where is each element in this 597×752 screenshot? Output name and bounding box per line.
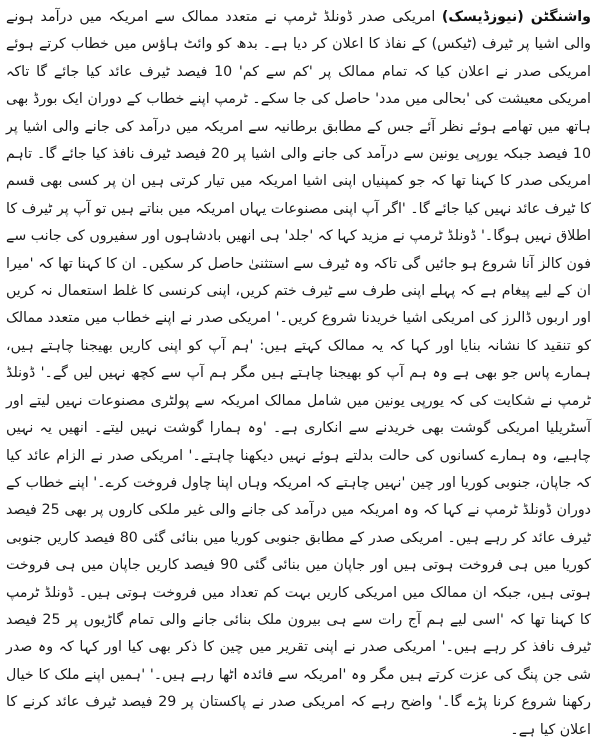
- article-text: [6, 4, 591, 744]
- article-dateline: واشنگٹن (نیوزڈیسک): [441, 9, 591, 25]
- article-body: امریکی صدر ڈونلڈ ٹرمپ نے متعدد ممالک سے امریکہ میں درآمد ہونے والی اشیا پر ٹیرف (ٹیکس) کے نفاذ کا اعلان کر دیا ہے۔ بدھ کو وائٹ ہاؤس میں خطاب کرتے ہوئے امریکی صدر نے اعلان کیا کہ تمام ممالک پر 'کم سے کم' 10 فیصد ٹیرف عائد کیا جائے گا تاکہ امریکی معیشت کی 'بحالی میں مدد' حاصل کی جا سکے۔ ٹرمپ اپنے خطاب کے دوران ایک بورڈ بھی ہاتھ میں تھامے ہوئے نظر آئے جس کے مطابق برطانیہ سے امریکہ میں درآمد کی جانے والی اشیا پر 10 فیصد جبکہ یورپی یونین سے درآمد کی جانے والی اشیا پر 20 فیصد ٹیرف نافذ کیا جائے گا۔ تاہم امریکی صدر کا کہنا تھا کہ جو کمپنیاں اپنی اشیا امریکہ میں تیار کرتی ہیں ان پر کسی بھی قسم کا ٹیرف عائد نہیں کیا جائے گا۔ 'اگر آپ اپنی مصنوعات یہاں امریکہ میں بناتے ہیں تو آپ پر ٹیرف کا اطلاق نہیں ہوگا۔' ڈونلڈ ٹرمپ نے مزید کہا کہ 'جلد' ہی انھیں بادشاہوں اور سفیروں کی جانب سے فون کالز آنا شروع ہو جائیں گی تاکہ وہ ٹیرف سے استثنیٰ حاصل کر سکیں۔ ان کا کہنا تھا کہ 'میرا ان کے لیے پیغام ہے کہ پہلے اپنی طرف سے ٹیرف ختم کریں، اپنی کرنسی کا غلط استعمال نہ کریں اور اربوں ڈالرز کی امریکی اشیا خریدنا شروع کریں۔' امریکی صدر نے اپنے خطاب میں متعدد ممالک کو تنقید کا نشانہ بنایا اور کہا کہ یہ ممالک کہتے ہیں: 'ہم آپ کو اپنی کاریں بھیجنا چاہتے ہیں، ہمارے پاس جو بھی ہے وہ ہم آپ کو بھیجنا چاہتے ہیں مگر ہم آپ سے کچھ نہیں لیں گے۔' ڈونلڈ ٹرمپ نے شکایت کی کہ یورپی یونین میں شامل ممالک امریکہ سے پولٹری مصنوعات نہیں لیتے اور آسٹریلیا امریکی گوشت بھی خریدنے سے انکاری ہے۔ 'وہ ہمارا گوشت نہیں لیتے۔ انھیں یہ نہیں چاہیے، وہ ہمارے کسانوں کی حالت بدلتے ہوئے نہیں دیکھنا چاہتے۔' امریکی صدر نے الزام عائد کیا کہ جاپان، جنوبی کوریا اور چین 'نہیں چاہتے کہ امریکہ وہاں اپنا چاول فروخت کرے۔' اپنے خطاب کے دوران ڈونلڈ ٹرمپ نے کہا کہ وہ امریکہ میں درآمد کی جانے والی غیر ملکی کاروں پر بھی 25 فیصد ٹیرف عائد کر رہے ہیں۔ امریکی صدر کے مطابق جنوبی کوریا میں بنائی گئی 80 فیصد کاریں جنوبی کوریا میں ہی فروخت ہوتی ہیں اور جاپان میں بنائی گئی 90 فیصد کاریں جاپان میں ہی فروخت ہوتی ہیں، جبکہ ان ممالک میں امریکی کاریں بہت کم تعداد میں فروخت ہوتی ہیں۔ ڈونلڈ ٹرمپ کا کہنا تھا کہ 'اسی لیے ہم آج رات سے ہی بیرون ملک بنائی جانے والی تمام گاڑیوں پر 25 فیصد ٹیرف نافذ کر رہے ہیں۔' امریکی صدر نے اپنی تقریر میں چین کا ذکر بھی کیا اور کہا کہ وہ صدر شی جن پنگ کی عزت کرتے ہیں مگر وہ 'امریکہ سے فائدہ اٹھا رہے ہیں۔' 'ہمیں اپنے ملک کا خیال رکھنا شروع کرنا پڑے گا۔' واضح رہے کہ امریکی صدر نے پاکستان پر 29 فیصد ٹیرف عائد کرنے کا اعلان کیا ہے۔: [6, 9, 591, 738]
